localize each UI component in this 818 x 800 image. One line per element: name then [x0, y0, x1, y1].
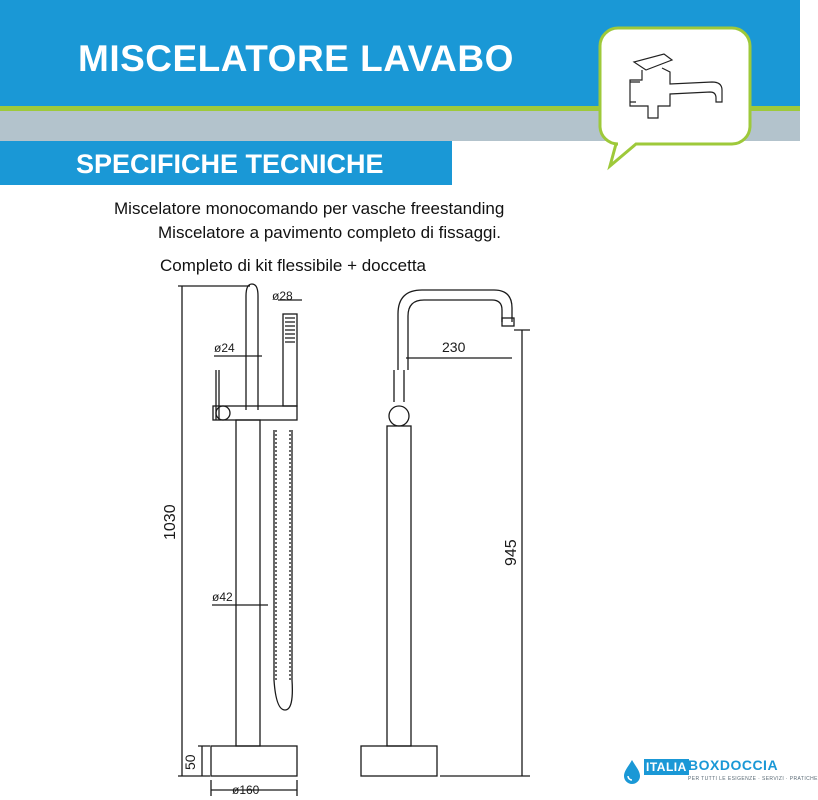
description-line-1: Miscelatore monocomando per vasche freestanding — [114, 199, 505, 218]
dim-shower-diameter: ø28 — [272, 289, 293, 303]
logo-italia: ITALIA — [646, 760, 687, 774]
dim-base-height-line — [198, 746, 210, 776]
dim-base-height: 50 — [182, 754, 198, 770]
logo-tagline: PER TUTTI LE ESIGENZE · SERVIZI · PRATICHE — [688, 776, 818, 782]
dim-spout-diameter: ø24 — [214, 341, 235, 355]
front-mixer-knob — [216, 406, 230, 420]
side-spout-arc-inner — [408, 300, 502, 370]
description-line-2: Miscelatore a pavimento completo di fissaggi. — [158, 223, 501, 242]
dim-total-height-line — [178, 286, 250, 776]
faucet-icon — [596, 22, 754, 170]
side-base — [361, 746, 437, 776]
description-line-3: Completo di kit flessibile + doccetta — [160, 256, 426, 275]
water-drop-icon — [622, 759, 642, 785]
dim-base-diameter: ø160 — [232, 783, 260, 797]
technical-drawing — [0, 270, 800, 800]
logo-brand: BOXDOCCIA — [688, 757, 779, 773]
dim-total-height: 1030 — [162, 504, 179, 540]
front-column — [236, 420, 260, 746]
dim-body-diameter: ø42 — [212, 590, 233, 604]
front-mixer-body — [213, 406, 297, 420]
page-title: MISCELATORE LAVABO — [78, 38, 514, 79]
brand-logo — [622, 755, 818, 797]
front-shower-nozzle — [285, 318, 295, 342]
section-title: SPECIFICHE TECNICHE — [76, 149, 384, 179]
front-base — [211, 746, 297, 776]
front-spout — [246, 284, 258, 410]
front-shower — [283, 314, 297, 406]
dim-spout-reach: 230 — [442, 339, 466, 355]
side-column — [387, 426, 411, 746]
front-hose-texture — [276, 430, 290, 680]
dim-spout-height: 945 — [503, 539, 520, 566]
side-lever — [394, 370, 404, 402]
side-mixer-knob — [389, 406, 409, 426]
